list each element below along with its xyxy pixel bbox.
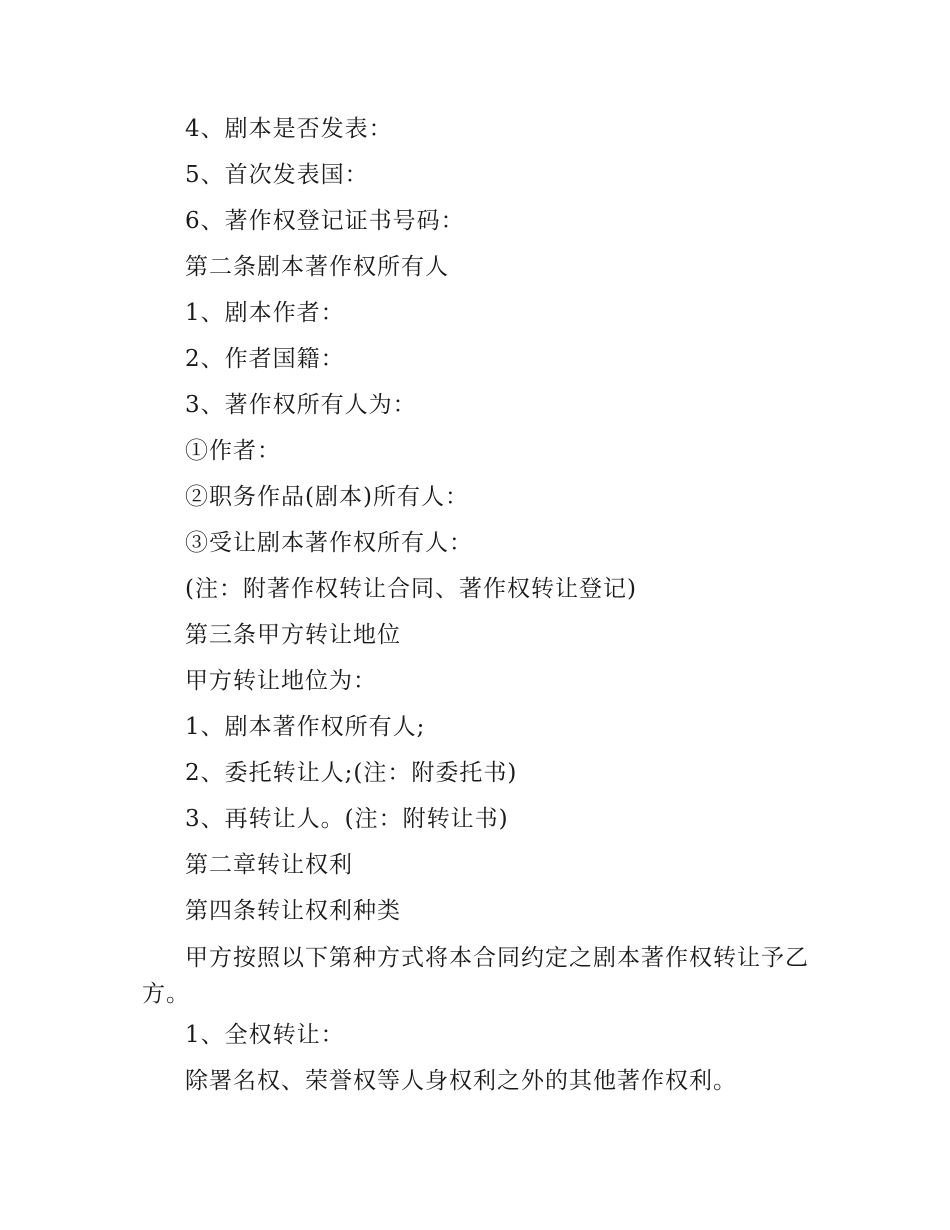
text-line: ②职务作品(剧本)所有人：: [185, 484, 469, 510]
section-heading: 第三条甲方转让地位: [185, 622, 401, 648]
text-line: 1、全权转让：: [185, 1022, 345, 1048]
body-paragraph: 甲方按照以下第种方式将本合同约定之剧本著作权转让予乙方。: [142, 945, 809, 1007]
text-line: 除署名权、荣誉权等人身权利之外的其他著作权利。: [185, 1068, 737, 1094]
section-heading: 第四条转让权利种类: [185, 898, 401, 924]
text-line: ③受让剧本著作权所有人：: [185, 530, 473, 556]
text-line: 1、剧本著作权所有人;: [185, 714, 426, 740]
text-line: 3、再转让人。(注：附转让书): [185, 806, 509, 832]
text-line: 2、作者国籍：: [185, 346, 345, 372]
note-line: (注：附著作权转让合同、著作权转让登记): [185, 576, 637, 602]
text-line: 2、委托转让人;(注：附委托书): [185, 760, 518, 786]
section-heading: 第二条剧本著作权所有人: [185, 254, 449, 280]
text-line: 1、剧本作者：: [185, 300, 345, 326]
chapter-heading: 第二章转让权利: [185, 852, 353, 878]
text-line: 3、著作权所有人为：: [185, 392, 417, 418]
text-line: 4、剧本是否发表：: [185, 116, 393, 142]
text-line: 甲方转让地位为：: [185, 668, 377, 694]
text-line: 6、著作权登记证书号码：: [185, 208, 465, 234]
text-line: 5、首次发表国：: [185, 162, 369, 188]
text-line: ①作者：: [185, 438, 281, 464]
